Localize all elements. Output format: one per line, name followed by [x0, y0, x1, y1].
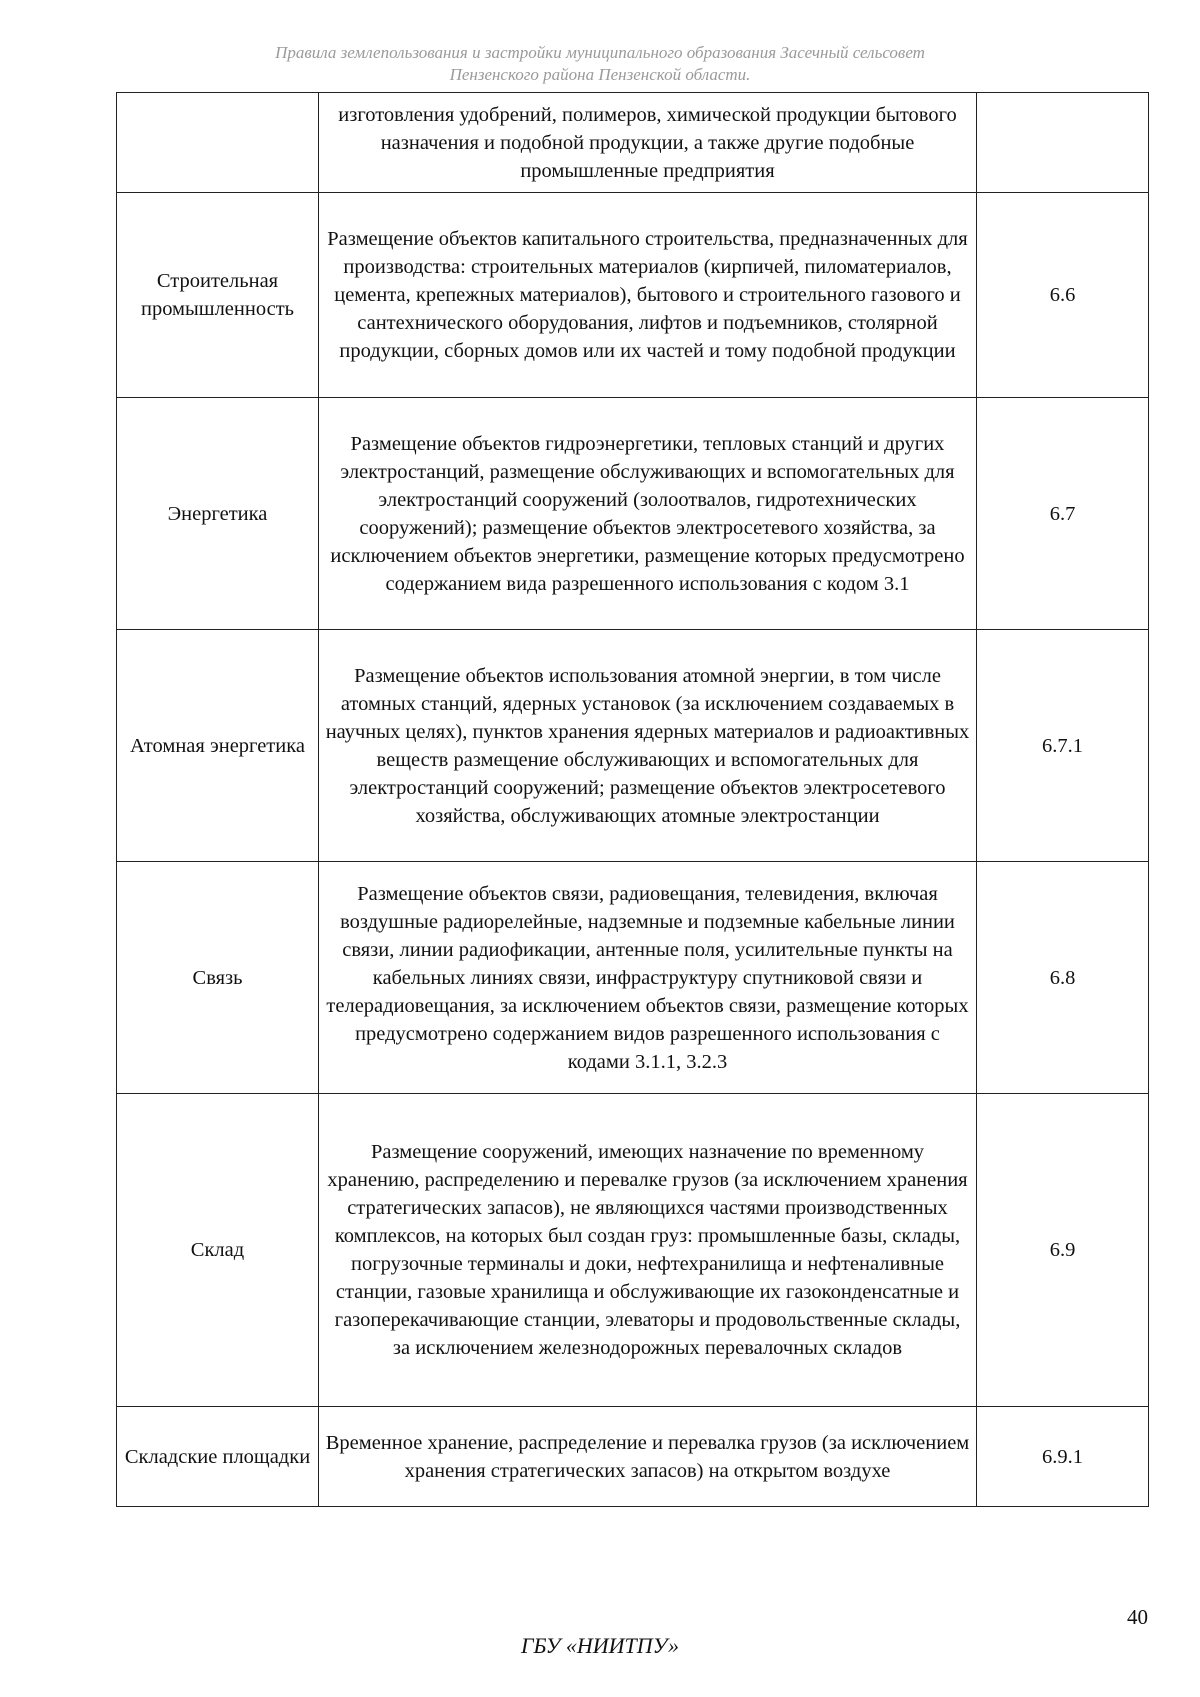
use-name-cell: Энергетика: [117, 398, 319, 630]
header-line-2: Пензенского района Пензенской области.: [449, 65, 751, 84]
use-name-cell: Связь: [117, 862, 319, 1094]
land-use-table: [116, 92, 1149, 1507]
table-row: [117, 398, 1149, 630]
use-description-cell: изготовления удобрений, полимеров, химической продукции бытового назначения и подобной продукции, а также другие подобные промышленные предприятия: [319, 93, 977, 193]
use-code-cell: 6.8: [977, 862, 1149, 1094]
running-header: [0, 42, 1200, 86]
use-description-cell: Размещение объектов капитального строительства, предназначенных для производства: строительных материалов (кирпичей, пиломатериалов, цемента, крепежных материалов), бытового и строительного газового и сантехнического оборудования, лифтов и подъемников, столярной продукции, сборных домов или их частей и тому подобной продукции: [319, 193, 977, 398]
use-description-cell: Размещение объектов использования атомной энергии, в том числе атомных станций, ядерных установок (за исключением создаваемых в научных целях), пунктов хранения ядерных материалов и радиоактивных веществ размещение обслуживающих и вспомогательных для электростанций сооружений; размещение объектов электросетевого хозяйства, обслуживающих атомные электростанции: [319, 630, 977, 862]
use-description-cell: Размещение сооружений, имеющих назначение по временному хранению, распределению и перевалке грузов (за исключением хранения стратегических запасов), не являющихся частями производственных комплексов, на которых был создан груз: промышленные базы, склады, погрузочные терминалы и доки, нефтехранилища и нефтеналивные станции, газовые хранилища и обслуживающие их газоконденсатные и газоперекачивающие станции, элеваторы и продовольственные склады, за исключением железнодорожных перевалочных складов: [319, 1094, 977, 1407]
use-description-cell: Размещение объектов гидроэнергетики, тепловых станций и других электростанций, размещение обслуживающих и вспомогательных для электростанций сооружений (золоотвалов, гидротехнических сооружений); размещение объектов электросетевого хозяйства, за исключением объектов энергетики, размещение которых предусмотрено содержанием вида разрешенного использования с кодом 3.1: [319, 398, 977, 630]
use-description-cell: Размещение объектов связи, радиовещания, телевидения, включая воздушные радиорелейные, надземные и подземные кабельные линии связи, линии радиофикации, антенные поля, усилительные пункты на кабельных линиях связи, инфраструктуру спутниковой связи и телерадиовещания, за исключением объектов связи, размещение которых предусмотрено содержанием видов разрешенного использования с кодами 3.1.1, 3.2.3: [319, 862, 977, 1094]
page-number: 40: [1127, 1605, 1148, 1629]
use-code-cell: [977, 93, 1149, 193]
use-code-cell: 6.9: [977, 1094, 1149, 1407]
table-row: [117, 93, 1149, 193]
use-description-cell: Временное хранение, распределение и перевалка грузов (за исключением хранения стратегических запасов) на открытом воздухе: [319, 1407, 977, 1507]
footer-organization: ГБУ «НИИТПУ»: [520, 1633, 680, 1658]
table-row: [117, 1094, 1149, 1407]
use-name-cell: Атомная энергетика: [117, 630, 319, 862]
use-code-cell: 6.6: [977, 193, 1149, 398]
table-row: [117, 193, 1149, 398]
header-line-1: Правила землепользования и застройки муниципального образования Засечный сельсовет: [275, 43, 925, 62]
use-name-cell: Склад: [117, 1094, 319, 1407]
use-name-cell: Строительная промышленность: [117, 193, 319, 398]
table-row: [117, 862, 1149, 1094]
use-code-cell: 6.9.1: [977, 1407, 1149, 1507]
use-name-cell: [117, 93, 319, 193]
use-code-cell: 6.7: [977, 398, 1149, 630]
table-row: [117, 630, 1149, 862]
table-row: [117, 1407, 1149, 1507]
use-name-cell: Складские площадки: [117, 1407, 319, 1507]
use-code-cell: 6.7.1: [977, 630, 1149, 862]
